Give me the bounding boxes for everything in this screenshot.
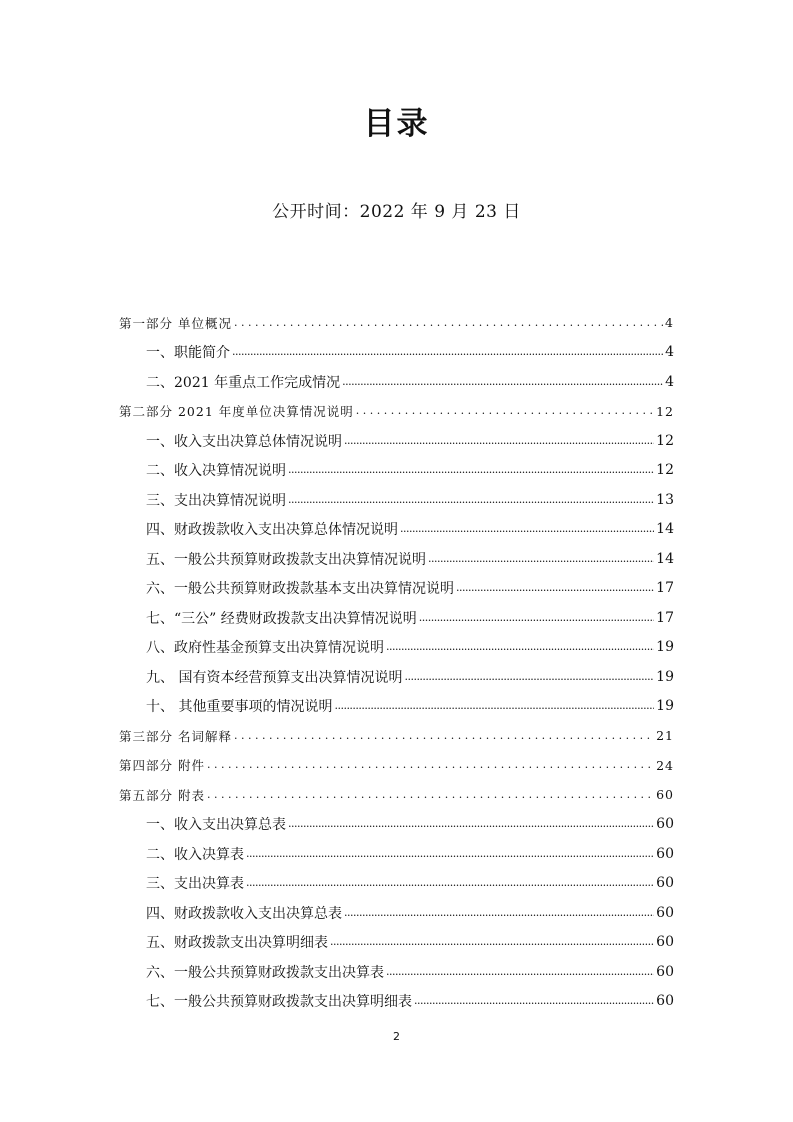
toc-entry[interactable]: [119, 839, 674, 869]
toc-entry-label: 一、收入支出决算总体情况说明: [146, 433, 342, 450]
toc-entry-page: 19: [656, 668, 674, 685]
publish-date: 公开时间：2022 年 9 月 23 日: [272, 202, 521, 222]
toc-entry-label: 四、财政拨款收入支出决算总表: [146, 905, 342, 922]
dot-leader: [386, 640, 654, 654]
page-number: 2: [393, 1030, 400, 1043]
toc-entry[interactable]: [119, 780, 674, 810]
dot-leader: [288, 463, 654, 477]
toc-entry[interactable]: [119, 957, 674, 987]
dot-leader: [356, 404, 654, 418]
dot-leader: [234, 729, 654, 743]
toc-entry[interactable]: [119, 751, 674, 781]
toc-entry-label: 五、一般公共预算财政拨款支出决算情况说明: [146, 551, 426, 568]
toc-entry[interactable]: [119, 485, 674, 515]
toc-entry-label: 二、收入决算情况说明: [146, 463, 286, 480]
dot-leader: [414, 994, 654, 1008]
toc-entry-page: 19: [656, 639, 674, 656]
toc-entry-page: 14: [656, 521, 674, 538]
toc-entry[interactable]: [119, 308, 674, 338]
toc-entry[interactable]: [119, 397, 674, 427]
toc-entry-page: 4: [665, 315, 674, 331]
dot-leader: [288, 817, 654, 831]
toc-entry[interactable]: [119, 338, 674, 368]
toc-entry[interactable]: [119, 692, 674, 722]
toc-entry[interactable]: [119, 456, 674, 486]
toc-entry-label: 三、支出决算表: [146, 876, 244, 893]
toc-entry[interactable]: [119, 603, 674, 633]
toc-entry-label: 二、收入决算表: [146, 846, 244, 863]
toc-entry[interactable]: [119, 544, 674, 574]
toc-entry-label: 八、政府性基金预算支出决算情况说明: [146, 640, 384, 657]
toc-entry[interactable]: [119, 633, 674, 663]
toc-entry-label: 五、财政拨款支出决算明细表: [146, 935, 328, 952]
toc-entry-page: 17: [656, 580, 674, 597]
toc-entry-page: 60: [656, 963, 674, 980]
dot-leader: [428, 552, 654, 566]
dot-leader: [234, 316, 663, 330]
dot-leader: [246, 876, 654, 890]
dot-leader: [344, 906, 654, 920]
dot-leader: [419, 611, 654, 625]
toc-entry[interactable]: [119, 928, 674, 958]
toc-entry-label: 二、2021 年重点工作完成情况: [146, 374, 341, 391]
toc-entry-label: 第一部分 单位概况: [119, 315, 232, 331]
toc-entry[interactable]: [119, 515, 674, 545]
dot-leader: [342, 375, 663, 389]
toc-entry-label: 一、收入支出决算总表: [146, 817, 286, 834]
toc-entry-page: 14: [656, 550, 674, 567]
dot-leader: [207, 758, 654, 772]
toc-entry-page: 4: [665, 373, 674, 390]
dot-leader: [207, 788, 654, 802]
dot-leader: [344, 434, 654, 448]
toc-entry-page: 60: [656, 993, 674, 1010]
toc-entry-page: 60: [656, 787, 674, 803]
toc-entry[interactable]: [119, 426, 674, 456]
toc-entry-page: 21: [656, 728, 674, 744]
toc-entry-page: 17: [656, 609, 674, 626]
toc-entry-label: 六、一般公共预算财政拨款基本支出决算情况说明: [146, 581, 454, 598]
toc-entry-page: 60: [656, 904, 674, 921]
toc-entry-label: 七、“三公” 经费财政拨款支出决算情况说明: [146, 610, 417, 627]
toc-entry-label: 六、一般公共预算财政拨款支出决算表: [146, 964, 384, 981]
toc-entry[interactable]: [119, 869, 674, 899]
toc-entry-page: 60: [656, 845, 674, 862]
dot-leader: [404, 670, 654, 684]
page-title: 目录: [363, 106, 430, 142]
dot-leader: [232, 345, 663, 359]
table-of-contents: [119, 308, 674, 1016]
dot-leader: [400, 522, 654, 536]
toc-entry[interactable]: [119, 721, 674, 751]
dot-leader: [334, 699, 654, 713]
toc-entry-page: 12: [656, 403, 674, 419]
toc-entry-page: 13: [656, 491, 674, 508]
toc-entry[interactable]: [119, 898, 674, 928]
toc-entry-label: 七、一般公共预算财政拨款支出决算明细表: [146, 994, 412, 1011]
toc-entry[interactable]: [119, 810, 674, 840]
toc-entry-page: 60: [656, 875, 674, 892]
dot-leader: [386, 965, 654, 979]
toc-entry-page: 12: [656, 462, 674, 479]
toc-entry-label: 三、支出决算情况说明: [146, 492, 286, 509]
toc-entry-page: 60: [656, 934, 674, 951]
toc-entry-label: 四、财政拨款收入支出决算总体情况说明: [146, 522, 398, 539]
toc-entry-page: 12: [656, 432, 674, 449]
dot-leader: [288, 493, 654, 507]
toc-entry-label: 第三部分 名词解释: [119, 728, 232, 744]
dot-leader: [330, 935, 654, 949]
toc-entry-page: 24: [656, 757, 674, 773]
toc-entry[interactable]: [119, 987, 674, 1017]
toc-entry-label: 十、 其他重要事项的情况说明: [146, 699, 333, 716]
dot-leader: [246, 847, 654, 861]
toc-entry-label: 一、职能简介: [146, 345, 230, 362]
toc-entry[interactable]: [119, 367, 674, 397]
dot-leader: [456, 581, 654, 595]
toc-entry-label: 第五部分 附表: [119, 787, 205, 803]
toc-entry-page: 4: [665, 344, 674, 361]
toc-entry[interactable]: [119, 662, 674, 692]
toc-entry-page: 19: [656, 698, 674, 715]
toc-entry-label: 第二部分 2021 年度单位决算情况说明: [119, 404, 354, 420]
toc-entry[interactable]: [119, 574, 674, 604]
toc-entry-page: 60: [656, 816, 674, 833]
toc-entry-label: 第四部分 附件: [119, 758, 205, 774]
toc-entry-label: 九、 国有资本经营预算支出决算情况说明: [146, 669, 403, 686]
